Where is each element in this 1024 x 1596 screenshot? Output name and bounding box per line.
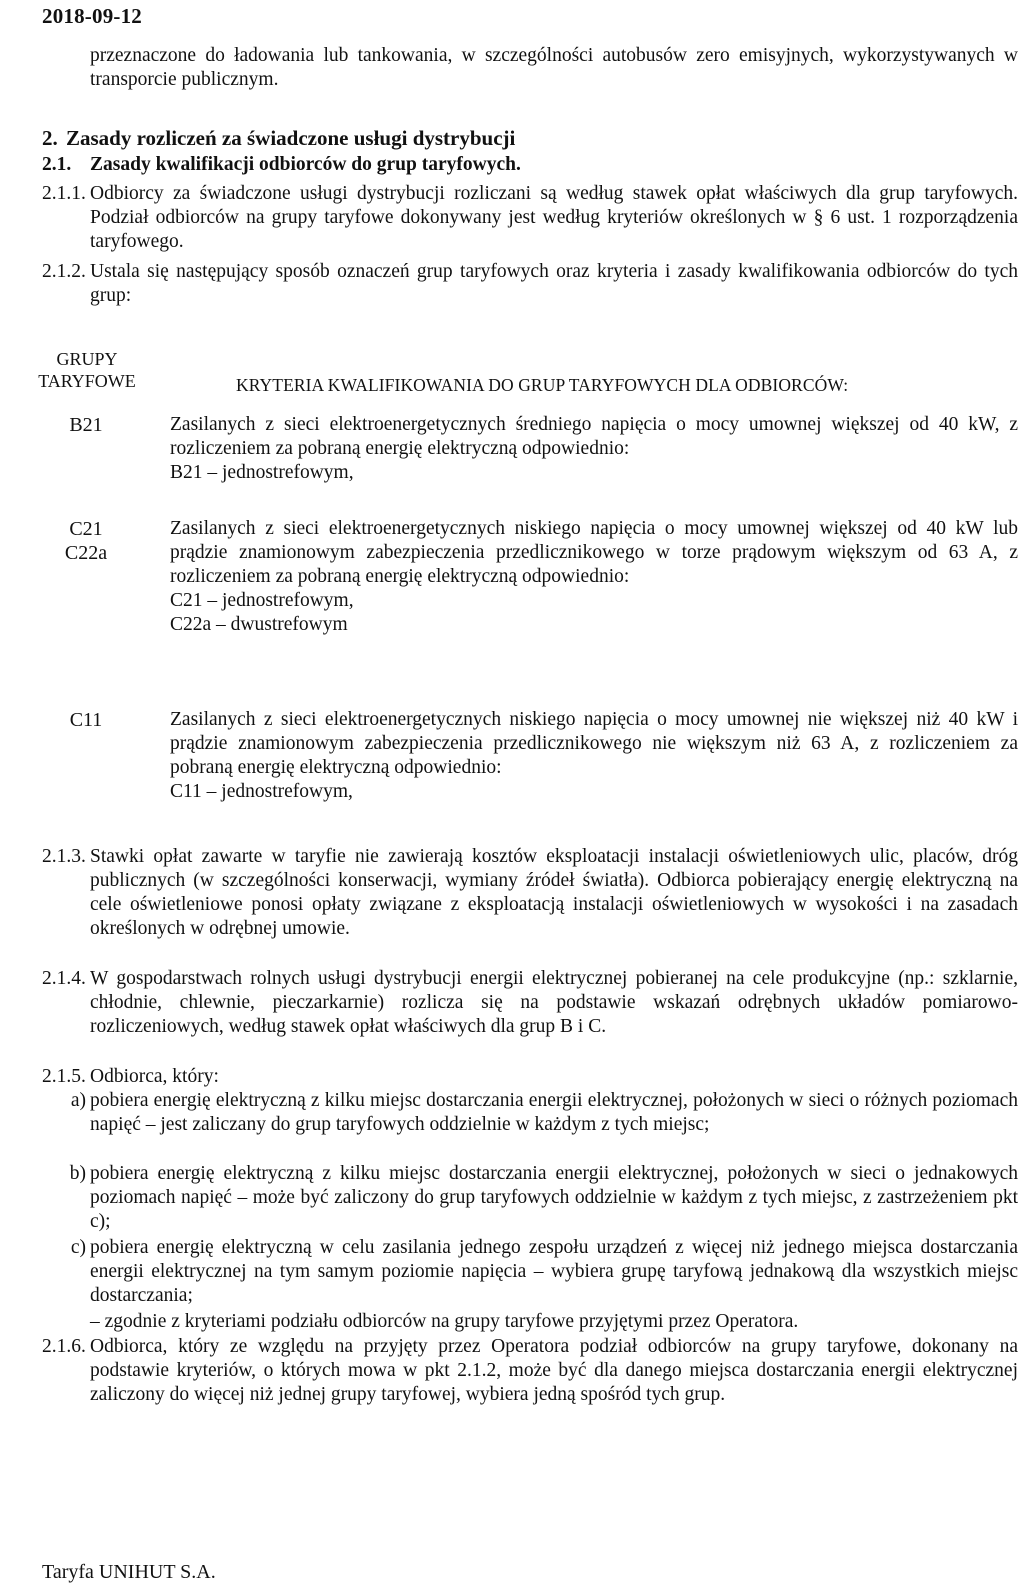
para-2-1-1-text: Odbiorcy za świadczone usługi dystrybucji rozliczani są według stawek opłat właściwych dla grup taryfowych. Podział odbiorców na grupy taryfowe dokonywany jest według kryteriów określonych w § 6 ust. 1 rozporządzenia taryfowego.: [90, 183, 1018, 252]
tariff-group-code: C21: [69, 518, 103, 540]
table-header-groups: [28, 348, 146, 392]
document-date: 2018-09-12: [42, 4, 142, 28]
tariff-variant: C22a – dwustrefowym: [170, 614, 348, 635]
list-item-label: b): [69, 1163, 86, 1184]
para-2-1-3-number: 2.1.3.: [42, 846, 86, 867]
para-2-1-3-text: Stawki opłat zawarte w taryfie nie zawierają kosztów eksploatacji instalacji oświetleniowych ulic, placów, dróg publicznych (w szczególności konserwacji, wymiany źródeł światła). Odbiorca pobierający energię elektryczną na cele oświetleniowe ponosi opłaty związane z eksploatacją instalacji oświetleniowych w wysokości i na zasadach określonych w odrębnej umowie.: [90, 846, 1018, 939]
intro-paragraph: przeznaczone do ładowania lub tankowania, w szczególności autobusów zero emisyjnych, wykorzystywanych w transporcie publicznym.: [90, 45, 1018, 90]
para-2-1-1-number: 2.1.1.: [42, 183, 86, 204]
list-item-label: a): [70, 1090, 86, 1111]
list-item-text: pobiera energię elektryczną z kilku miejsc dostarczania energii elektrycznej, położonych w sieci o różnych poziomach napięć – jest zaliczany do grup taryfowych oddzielnie w każdym z tych miejsc;: [90, 1090, 1018, 1135]
para-2-1-2-text: Ustala się następujący sposób oznaczeń grup taryfowych oraz kryteria i zasady kwalifikowania odbiorców do tych grup:: [90, 261, 1018, 306]
para-2-1-6-number: 2.1.6.: [42, 1336, 86, 1357]
tariff-variant: C11 – jednostrefowym,: [170, 781, 353, 802]
subsection-number: 2.1.: [42, 154, 72, 175]
para-2-1-5-text: Odbiorca, który:: [90, 1066, 219, 1087]
para-2-1-5-tail: – zgodnie z kryteriami podziału odbiorców na grupy taryfowe przyjętymi przez Operatora.: [90, 1311, 799, 1332]
tariff-criteria-text: Zasilanych z sieci elektroenergetycznych niskiego napięcia o mocy umownej nie większej niż 40 kW i prądzie znamionowym zabezpieczenia przedlicznikowego nie większym niż 63 A, z rozliczeniem za pobraną energię elektryczną odpowiednio:: [170, 709, 1018, 778]
table-header-groups-line2: TARYFOWE: [38, 371, 136, 391]
list-item-label: c): [70, 1237, 86, 1258]
subsection-title: Zasady kwalifikacji odbiorców do grup taryfowych.: [90, 154, 521, 175]
tariff-variant: B21 – jednostrefowym,: [170, 462, 354, 483]
para-2-1-6-text: Odbiorca, który ze względu na przyjęty przez Operatora podział odbiorców na grupy taryfowe, dokonany na podstawie kryteriów, o których mowa w pkt 2.1.2, może być dla danego miejsca dostarczania energii elektrycznej zaliczony do więcej niż jednej grupy taryfowej, wybiera jedną spośród tych grup.: [90, 1336, 1018, 1405]
para-2-1-5-number: 2.1.5.: [42, 1066, 86, 1087]
list-item-text: pobiera energię elektryczną w celu zasilania jednego zespołu urządzeń z więcej niż jednego miejsca dostarczania energii elektrycznej na tym samym poziomie napięcia – wybiera grupę taryfową jednakową dla wszystkich miejsc dostarczania;: [90, 1237, 1018, 1306]
footer-tariff-name: Taryfa UNIHUT S.A.: [42, 1561, 216, 1583]
tariff-group-code: B21: [69, 414, 103, 436]
tariff-criteria: [170, 708, 1018, 804]
table-header-groups-line1: GRUPY: [56, 349, 118, 369]
tariff-group-code: C11: [69, 709, 103, 731]
list-item-text: pobiera energię elektryczną z kilku miejsc dostarczania energii elektrycznej, położonych w sieci o jednakowych poziomach napięć – może być zaliczony do grup taryfowych oddzielnie w każdym z tych miejsc, z zastrzeżeniem pkt c);: [90, 1163, 1018, 1232]
para-2-1-4-number: 2.1.4.: [42, 968, 86, 989]
para-2-1-2-number: 2.1.2.: [42, 261, 86, 282]
section-number: 2.: [42, 126, 58, 150]
tariff-criteria: [170, 413, 1018, 485]
tariff-criteria-text: Zasilanych z sieci elektroenergetycznych niskiego napięcia o mocy umownej większej od 40 kW lub prądzie znamionowym zabezpieczenia przedlicznikowego w torze prądowym większym od 63 A, z rozliczeniem za pobraną energię elektryczną odpowiednio:: [170, 518, 1018, 587]
para-2-1-4-text: W gospodarstwach rolnych usługi dystrybucji energii elektrycznej pobieranej na cele produkcyjne (np.: szklarnie, chłodnie, chlewnie, pieczarkarnie) rozlicza się na podstawie wskazań odrębnych układów pomiarowo-rozliczeniowych, według stawek opłat właściwych dla grup B i C.: [90, 968, 1018, 1037]
table-header-criteria: KRYTERIA KWALIFIKOWANIA DO GRUP TARYFOWYCH DLA ODBIORCÓW:: [236, 375, 849, 395]
section-title: Zasady rozliczeń za świadczone usługi dystrybucji: [66, 126, 516, 150]
tariff-criteria-text: Zasilanych z sieci elektroenergetycznych średniego napięcia o mocy umownej większej od 40 kW, z rozliczeniem za pobraną energię elektryczną odpowiednio:: [170, 414, 1018, 459]
tariff-criteria: [170, 517, 1018, 637]
tariff-variant: C21 – jednostrefowym,: [170, 590, 354, 611]
tariff-group-code: C22a: [64, 542, 108, 564]
